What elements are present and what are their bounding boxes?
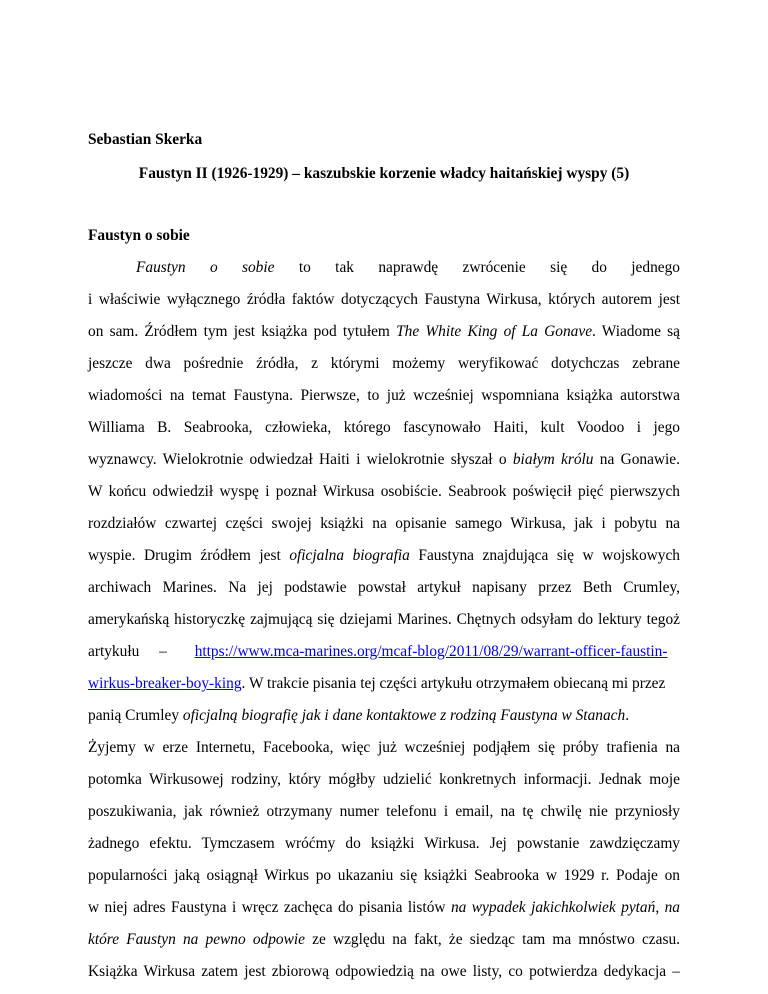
inline-italic: które Faustyn na pewno odpowie bbox=[88, 931, 305, 948]
paragraph-line: Williama B. Seabrooka, człowieka, którego fascynowało Haiti, kult Voodoo i jego bbox=[88, 419, 680, 436]
article-link-continued[interactable]: wirkus-breaker-boy-king bbox=[88, 675, 242, 692]
inline-italic: na wypadek jakichkolwiek pytań, na bbox=[450, 899, 680, 916]
paragraph-line: poszukiwania, jak również otrzymany numer telefonu i email, na tę chwilę nie przyniosły bbox=[88, 803, 680, 820]
inline-italic: Faustyn o sobie bbox=[136, 259, 275, 276]
paragraph-line bbox=[88, 322, 680, 342]
paragraph-line: wiadomości na temat Faustyna. Pierwsze, to już wcześniej wspomniana książka autorstwa bbox=[88, 387, 680, 404]
paragraph-line: amerykańską historyczkę zajmującą się dziejami Marines. Chętnych odsyłam do lektury tegoż bbox=[88, 611, 680, 628]
paragraph-line: potomka Wirkusowej rodziny, który mógłby udzielić konkretnych informacji. Jednak moje bbox=[88, 771, 680, 788]
article-title: Faustyn II (1926-1929) – kaszubskie korzenie władcy haitańskiej wyspy (5) bbox=[138, 165, 630, 182]
inline-text: . Wiadome są bbox=[592, 323, 681, 340]
paragraph-line: W końcu odwiedził wyspę i poznał Wirkusa osobiście. Seabrook poświęcił pięć pierwszych bbox=[88, 483, 680, 500]
author-name: Sebastian Skerka bbox=[88, 131, 203, 148]
book-title: The White King of La Gonave bbox=[396, 323, 593, 340]
article-link[interactable]: https://www.mca-marines.org/mcaf-blog/2011/08/29/warrant-officer-faustin- bbox=[194, 643, 668, 660]
section-heading: Faustyn o sobie bbox=[88, 227, 190, 244]
paragraph-line bbox=[88, 546, 680, 566]
paragraph-line: Książka Wirkusa zatem jest zbiorową odpowiedzią na owe listy, co potwierdza dedykacja – bbox=[88, 963, 680, 980]
paragraph-line: archiwach Marines. Na jej podstawie powstał artykuł napisany przez Beth Crumley, bbox=[88, 579, 680, 596]
paragraph-line: rozdziałów czwartej części swojej książki na opisanie samego Wirkusa, jak i pobytu na bbox=[88, 515, 680, 532]
inline-text: Faustyna znajdująca się w wojskowych bbox=[409, 547, 680, 564]
paragraph-line bbox=[88, 930, 680, 950]
paragraph-line: popularności jaką osiągnął Wirkus po ukazaniu się książki Seabrooka w 1929 r. Podaje on bbox=[88, 867, 680, 884]
inline-text: w niej adres Faustyna i wręcz zachęca do pisania listów bbox=[88, 899, 451, 916]
paragraph-line bbox=[88, 674, 680, 694]
paragraph-line: żadnego efektu. Tymczasem wróćmy do książki Wirkusa. Jej powstanie zawdzięczamy bbox=[88, 835, 680, 852]
inline-italic: oficjalną biografię jak i dane kontaktowe z rodziną Faustyna w Stanach bbox=[182, 707, 626, 724]
inline-italic: oficjalna biografia bbox=[289, 547, 410, 564]
paragraph-line bbox=[88, 450, 680, 470]
inline-text: panią Crumley bbox=[88, 707, 183, 724]
paragraph-line: jeszcze dwa pośrednie źródła, z którymi możemy weryfikować dotychczas zebrane bbox=[88, 355, 680, 372]
paragraph-line: i właściwie wyłącznego źródła faktów dotyczących Faustyna Wirkusa, których autorem jest bbox=[88, 291, 680, 308]
paragraph-line: Żyjemy w erze Internetu, Facebooka, więc już wcześniej podjąłem się próby trafienia na bbox=[88, 739, 680, 756]
paragraph-line bbox=[88, 898, 680, 918]
inline-text: wyznawcy. Wielokrotnie odwiedzał Haiti i wielokrotnie słyszał o bbox=[88, 451, 513, 468]
inline-text: wyspie. Drugim źródłem jest bbox=[88, 547, 290, 564]
paragraph-line bbox=[136, 258, 680, 278]
inline-text: ze względu na fakt, że siedząc tam ma mnóstwo czasu. bbox=[305, 931, 680, 948]
inline-text: . W trakcie pisania tej części artykułu otrzymałem obiecaną mi przez bbox=[241, 675, 666, 692]
inline-text: to tak naprawdę zwrócenie się do jednego bbox=[274, 259, 680, 276]
inline-italic: białym królu bbox=[512, 451, 594, 468]
inline-text: artykułu – bbox=[88, 643, 187, 660]
paragraph-line bbox=[88, 642, 680, 662]
paragraph-line bbox=[88, 706, 680, 726]
inline-text: . bbox=[625, 707, 630, 724]
inline-text: on sam. Źródłem tym jest książka pod tytułem bbox=[88, 323, 397, 340]
inline-text: na Gonawie. bbox=[593, 451, 680, 468]
